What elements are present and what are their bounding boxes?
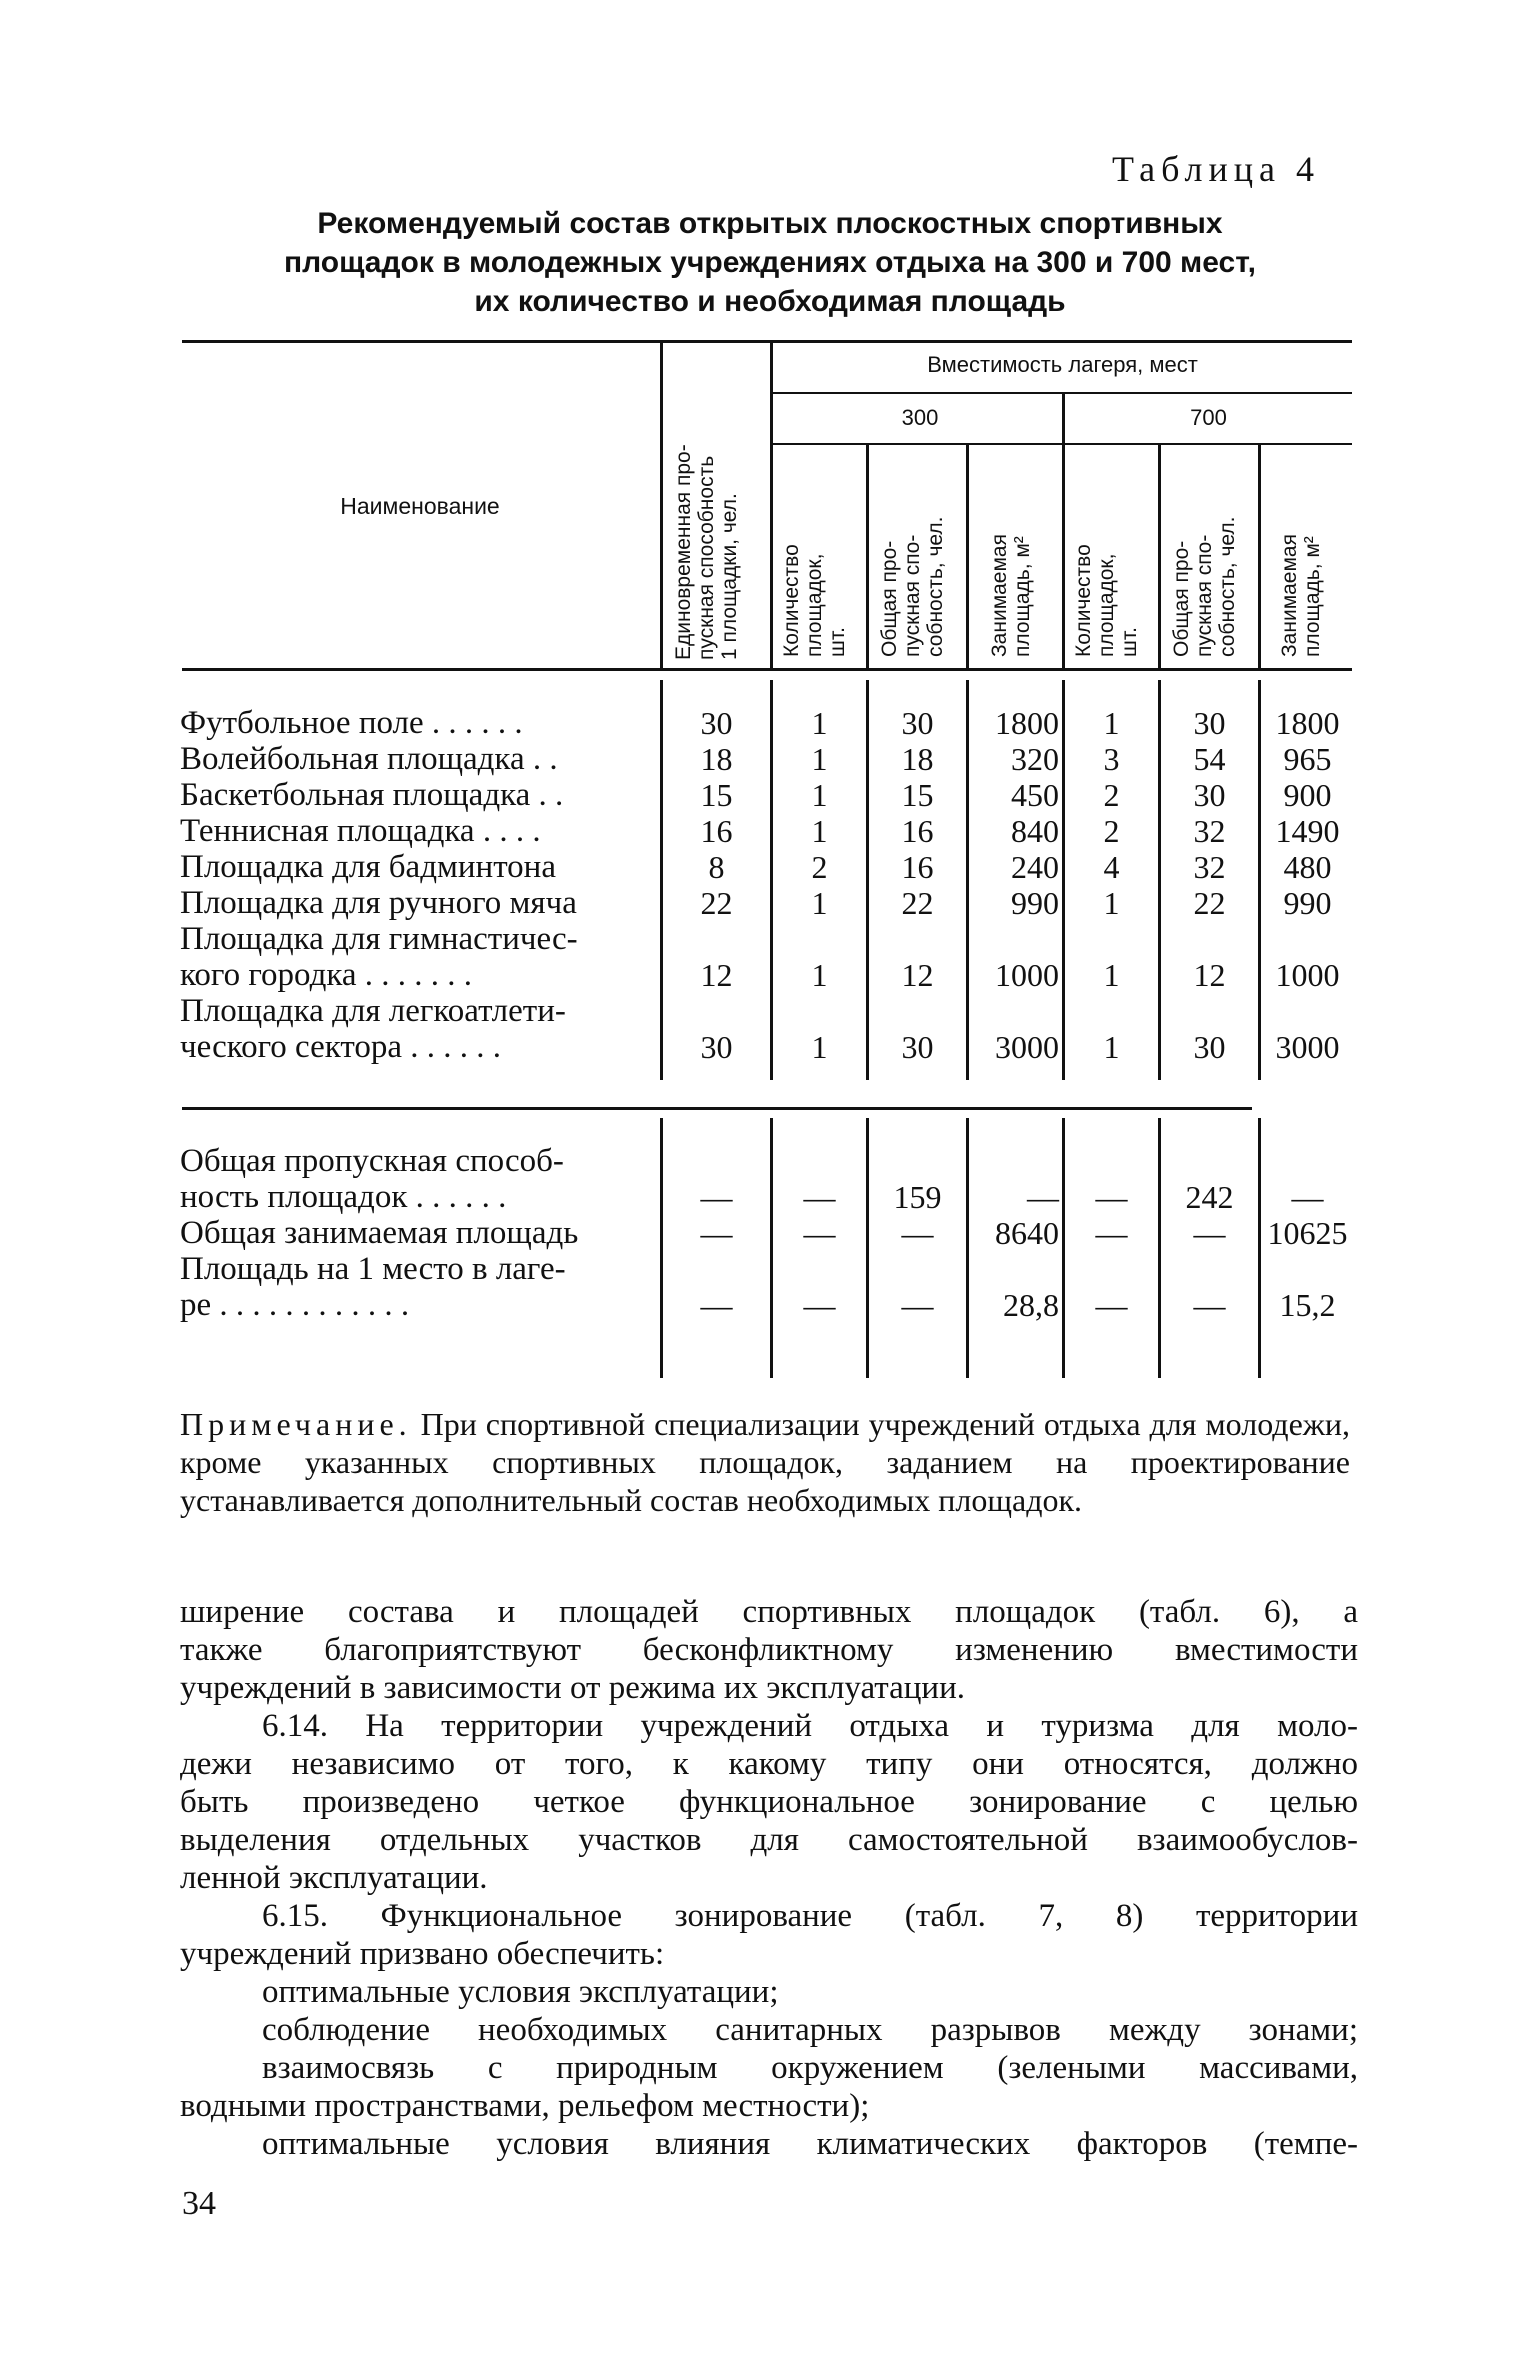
cell-cap300: — — [901, 1215, 934, 1251]
cell-area700: 3000 — [1275, 1029, 1340, 1065]
cell-area300: 1000 — [995, 957, 1059, 993]
cell-c300: 1 — [811, 741, 828, 777]
header-camp-capacity: Вместимость лагеря, мест — [927, 352, 1198, 377]
cell-c700: — — [1095, 1179, 1128, 1215]
row-name-line: Волейбольная площадка . . — [180, 741, 558, 777]
cell-c300: 1 — [811, 777, 828, 813]
cell-unit: — — [700, 1287, 733, 1323]
cell-area700: 15,2 — [1279, 1287, 1336, 1323]
cell-c700: — — [1095, 1287, 1128, 1323]
table-title-line: их количество и необходимая площадь — [474, 285, 1066, 318]
col-rule — [660, 342, 663, 668]
cell-cap300: 30 — [901, 1029, 934, 1065]
cell-unit: 18 — [700, 741, 733, 777]
cell-c300: — — [803, 1287, 836, 1323]
cell-cap700: 12 — [1193, 957, 1226, 993]
cell-area700: 990 — [1283, 885, 1332, 921]
cell-unit: 16 — [700, 813, 733, 849]
cell-cap700: 242 — [1185, 1179, 1234, 1215]
cell-c700: 1 — [1103, 885, 1120, 921]
cell-cap300: 30 — [901, 705, 934, 741]
cell-area700: 10625 — [1267, 1215, 1348, 1251]
body-line: учреждений в зависимости от режима их эксплуатации. — [180, 1670, 965, 1706]
cell-area300: — — [1027, 1179, 1059, 1215]
row-name-line: Баскетбольная площадка . . — [180, 777, 564, 813]
row-name — [180, 1143, 650, 1215]
cell-c700: 3 — [1103, 741, 1120, 777]
table-note — [180, 1405, 1350, 1519]
body-text — [180, 1593, 1358, 2163]
cell-area700: 900 — [1283, 777, 1332, 813]
cell-area300: 450 — [1011, 777, 1059, 813]
row-name-line: ческого сектора . . . . . . — [180, 1029, 501, 1065]
cell-unit: 30 — [700, 705, 733, 741]
body-line: 6.15. Функциональное зонирование (табл. 7, 8) территории — [262, 1898, 1358, 1934]
cell-area300: 240 — [1011, 849, 1059, 885]
header-group-300: 300 — [901, 405, 939, 430]
row-name-line: ре . . . . . . . . . . . . — [180, 1287, 410, 1323]
row-name — [180, 1251, 650, 1323]
row-name-line: Площадка для гимнастичес- — [180, 921, 578, 957]
cell-c700: 1 — [1103, 957, 1120, 993]
body-line: ленной эксплуатации. — [180, 1860, 488, 1896]
cell-cap700: — — [1193, 1287, 1226, 1323]
table-title — [180, 204, 1360, 321]
cell-area300: 3000 — [995, 1029, 1059, 1065]
cell-area300: 8640 — [995, 1215, 1059, 1251]
row-name-line: Футбольное поле . . . . . . — [180, 705, 523, 741]
row-name-line: Теннисная площадка . . . . — [180, 813, 541, 849]
header-name: Наименование — [340, 493, 500, 519]
row-name — [180, 741, 650, 777]
col-rule — [770, 342, 773, 668]
cell-c300: 2 — [811, 849, 828, 885]
body-line: ширение состава и площадей спортивных площадок (табл. 6), а — [180, 1594, 1358, 1630]
row-name — [180, 1215, 650, 1251]
cell-cap700: 30 — [1193, 1029, 1226, 1065]
table-top-rule — [182, 340, 1352, 343]
header-group-700: 700 — [1190, 405, 1227, 430]
cell-c300: 1 — [811, 1029, 828, 1065]
body-line: быть произведено четкое функциональное зонирование с целью — [180, 1784, 1358, 1820]
body-line: учреждений призвано обеспечить: — [180, 1936, 665, 1972]
cell-c300: — — [803, 1179, 836, 1215]
cell-cap300: 16 — [901, 849, 934, 885]
cell-c700: 2 — [1103, 777, 1120, 813]
cell-c300: 1 — [811, 957, 828, 993]
header-area-700: Занимаемая площадь, м² — [1278, 534, 1324, 657]
cell-c700: 1 — [1103, 705, 1120, 741]
table-title-line: площадок в молодежных учреждениях отдыха на 300 и 700 мест, — [284, 246, 1256, 279]
cell-unit: — — [700, 1179, 733, 1215]
body-line: дежи независимо от того, к какому типу они относятся, должно — [180, 1746, 1358, 1782]
cell-cap300: 18 — [901, 741, 934, 777]
cell-unit: — — [700, 1215, 733, 1251]
body-line: выделения отдельных участков для самостоятельной взаимообуслов- — [180, 1822, 1358, 1858]
cell-area300: 840 — [1011, 813, 1059, 849]
header-total-capacity-300: Общая про- пускная спо- собность, чел. — [878, 516, 947, 657]
row-name — [180, 885, 650, 921]
cell-area300: 28,8 — [1003, 1287, 1059, 1323]
row-name — [180, 813, 650, 849]
cell-unit: 30 — [700, 1029, 733, 1065]
cell-area700: 965 — [1283, 741, 1332, 777]
body-line: водными пространствами, рельефом местности); — [180, 2088, 870, 2124]
table-label: Таблица 4 — [1112, 149, 1320, 189]
cell-unit: 12 — [700, 957, 733, 993]
cell-area300: 990 — [1011, 885, 1059, 921]
cell-cap700: 32 — [1193, 849, 1226, 885]
cell-cap300: 159 — [893, 1179, 942, 1215]
row-name — [180, 993, 650, 1065]
cell-c700: 1 — [1103, 1029, 1120, 1065]
cell-cap300: 12 — [901, 957, 934, 993]
header-count-300: Количество площадок, шт. — [780, 544, 849, 657]
row-name-line: Площадка для бадминтона — [180, 849, 556, 885]
row-name-line: ность площадок . . . . . . — [180, 1179, 507, 1215]
cell-unit: 15 — [700, 777, 733, 813]
col-rule — [966, 444, 969, 668]
body-line: оптимальные условия влияния климатических факторов (темпе- — [262, 2126, 1358, 2162]
cell-c300: 1 — [811, 813, 828, 849]
col-rule — [1062, 393, 1065, 668]
cell-c700: — — [1095, 1215, 1128, 1251]
row-name-line: Площадка для легкоатлети- — [180, 993, 566, 1029]
cell-area700: 1000 — [1275, 957, 1340, 993]
row-name — [180, 777, 650, 813]
cell-c300: 1 — [811, 705, 828, 741]
cell-area700: 1490 — [1275, 813, 1340, 849]
row-name-line: Общая пропускная способ- — [180, 1143, 564, 1179]
cell-cap700: 22 — [1193, 885, 1226, 921]
cell-cap300: — — [901, 1287, 934, 1323]
body-line: 6.14. На территории учреждений отдыха и туризма для моло- — [262, 1708, 1358, 1744]
row-name-line: Площадка для ручного мяча — [180, 885, 577, 921]
cell-area300: 320 — [1011, 741, 1059, 777]
cell-c300: 1 — [811, 885, 828, 921]
cell-area300: 1800 — [995, 705, 1059, 741]
row-name-line: кого городка . . . . . . . — [180, 957, 473, 993]
row-name — [180, 921, 650, 993]
page-number: 34 — [182, 2185, 216, 2222]
row-name-line: Площадь на 1 место в лаге- — [180, 1251, 566, 1287]
table-title-line: Рекомендуемый состав открытых плоскостных спортивных — [317, 207, 1223, 240]
row-name — [180, 849, 650, 885]
cell-area700: 480 — [1283, 849, 1332, 885]
cell-cap700: 30 — [1193, 705, 1226, 741]
col-rule — [1258, 444, 1261, 668]
cell-cap300: 15 — [901, 777, 934, 813]
cell-c700: 4 — [1103, 849, 1120, 885]
header-count-700: Количество площадок, шт. — [1072, 544, 1141, 657]
totals-top-rule — [182, 1107, 1252, 1110]
row-name-line: Общая занимаемая площадь — [180, 1215, 579, 1251]
cell-cap700: 54 — [1193, 741, 1226, 777]
col-rule — [1158, 444, 1161, 668]
cell-cap700: 32 — [1193, 813, 1226, 849]
cell-c300: — — [803, 1215, 836, 1251]
cell-cap700: — — [1193, 1215, 1226, 1251]
col-rule — [866, 444, 869, 668]
body-line: соблюдение необходимых санитарных разрывов между зонами; — [262, 2012, 1358, 2048]
body-line: оптимальные условия эксплуатации; — [262, 1974, 779, 2010]
header-unit-capacity: Единовременная про- пускная способность 1 площадки, чел. — [672, 444, 741, 660]
cell-area700: 1800 — [1275, 705, 1340, 741]
cell-cap700: 30 — [1193, 777, 1226, 813]
cell-unit: 8 — [708, 849, 725, 885]
cell-unit: 22 — [700, 885, 733, 921]
cell-area700: — — [1291, 1179, 1324, 1215]
cell-cap300: 16 — [901, 813, 934, 849]
note-text: При спортивной специализации учреждений отдыха для молодежи, кроме указанных спортивных площадок, заданием на проектирование устанавливается дополнительный состав необходимых площадок. — [180, 1406, 1351, 1518]
body-line: взаимосвязь с природным окружением (зелеными массивами, — [262, 2050, 1358, 2086]
cell-c700: 2 — [1103, 813, 1120, 849]
body-line: также благоприятствуют бесконфликтному изменению вместимости — [180, 1632, 1358, 1668]
header-bottom-rule — [182, 668, 1352, 671]
row-name — [180, 705, 650, 741]
header-total-capacity-700: Общая про- пускная спо- собность, чел. — [1170, 516, 1239, 657]
note-lead: Примечание. — [180, 1406, 412, 1442]
cell-cap300: 22 — [901, 885, 934, 921]
header-area-300: Занимаемая площадь, м² — [988, 534, 1034, 657]
